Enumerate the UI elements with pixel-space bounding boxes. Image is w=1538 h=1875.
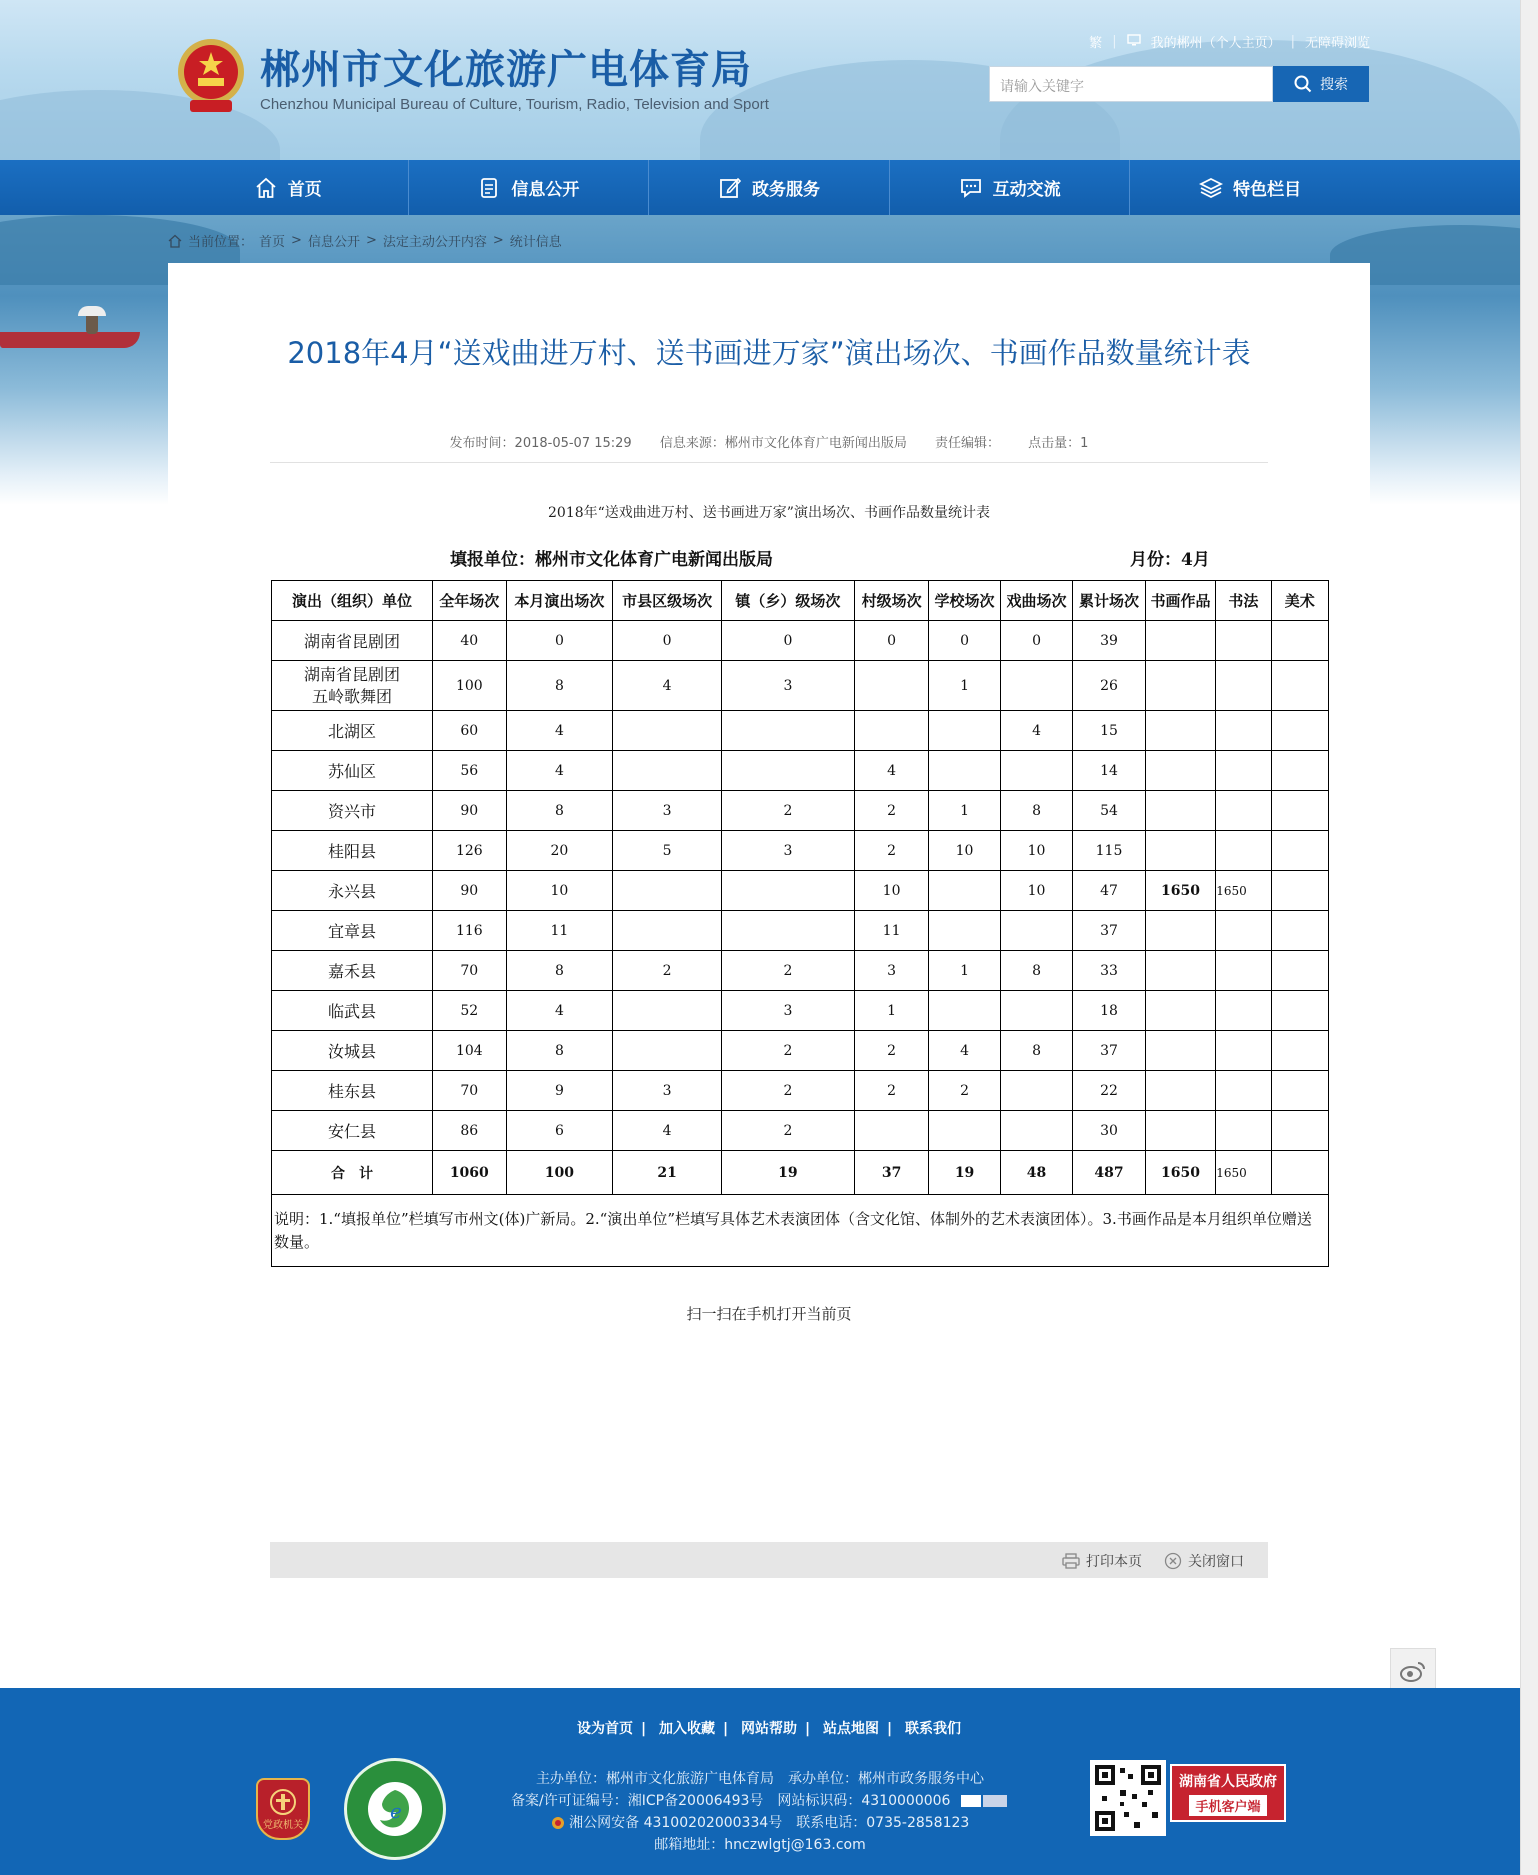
unit-name-cell: 嘉禾县 bbox=[272, 951, 433, 991]
value-cell: 8 bbox=[506, 791, 613, 831]
my-chenzhou-link[interactable]: 我的郴州（个人主页） bbox=[1150, 36, 1281, 51]
value-cell bbox=[854, 661, 928, 711]
close-window-button[interactable] bbox=[1164, 1551, 1244, 1571]
table-header-cell: 书画作品 bbox=[1145, 581, 1215, 621]
value-cell bbox=[1216, 621, 1271, 661]
value-cell bbox=[1000, 1111, 1072, 1151]
value-cell bbox=[1145, 951, 1215, 991]
value-cell: 37 bbox=[1073, 911, 1145, 951]
value-cell bbox=[1271, 621, 1328, 661]
value-cell bbox=[613, 991, 722, 1031]
hn-app-title: 湖南省人民政府 bbox=[1179, 1773, 1277, 1790]
value-cell bbox=[721, 871, 854, 911]
value-cell bbox=[1271, 711, 1328, 751]
table-row bbox=[272, 791, 1329, 831]
weibo-icon bbox=[1399, 1659, 1427, 1683]
value-cell: 2 bbox=[721, 1031, 854, 1071]
value-cell: 9 bbox=[506, 1071, 613, 1111]
close-label: 关闭窗口 bbox=[1188, 1554, 1244, 1570]
qr-code-icon bbox=[1090, 1760, 1166, 1836]
footer-link-favorite[interactable]: 加入收藏 bbox=[659, 1721, 715, 1737]
table-header-cell: 学校场次 bbox=[929, 581, 1000, 621]
table-header-cell: 戏曲场次 bbox=[1000, 581, 1072, 621]
click-count: 点击量：1 bbox=[1028, 436, 1089, 451]
fill-unit: 填报单位：郴州市文化体育广电新闻出版局 bbox=[450, 550, 773, 570]
breadcrumb-prefix: 当前位置： bbox=[188, 235, 254, 250]
value-cell: 1 bbox=[929, 791, 1000, 831]
value-cell: 33 bbox=[1073, 951, 1145, 991]
value-cell: 8 bbox=[506, 951, 613, 991]
publish-time: 发布时间：2018-05-07 15:29 bbox=[449, 436, 632, 451]
value-cell bbox=[613, 751, 722, 791]
nav-interaction-label: 互动交流 bbox=[992, 180, 1061, 200]
value-cell bbox=[929, 871, 1000, 911]
table-row bbox=[272, 911, 1329, 951]
value-cell bbox=[1145, 911, 1215, 951]
value-cell: 8 bbox=[1000, 1031, 1072, 1071]
boat-umbrella bbox=[78, 306, 106, 316]
value-cell: 8 bbox=[1000, 791, 1072, 831]
value-cell bbox=[854, 1111, 928, 1151]
breadcrumb-stats[interactable]: 统计信息 bbox=[509, 235, 562, 250]
value-cell bbox=[1216, 911, 1271, 951]
value-cell: 20 bbox=[506, 831, 613, 871]
value-cell bbox=[1271, 791, 1328, 831]
value-cell bbox=[613, 911, 722, 951]
value-cell: 2 bbox=[854, 1031, 928, 1071]
value-cell bbox=[1271, 991, 1328, 1031]
home-icon bbox=[254, 176, 278, 200]
value-cell bbox=[1216, 711, 1271, 751]
value-cell bbox=[721, 711, 854, 751]
value-cell bbox=[1271, 1071, 1328, 1111]
table-header-cell: 村级场次 bbox=[854, 581, 928, 621]
article-meta bbox=[270, 432, 1268, 451]
value-cell: 0 bbox=[1000, 621, 1072, 661]
national-emblem-icon bbox=[174, 34, 248, 118]
value-cell: 1650 bbox=[1145, 871, 1215, 911]
value-cell bbox=[1271, 751, 1328, 791]
footer-link-homepage[interactable]: 设为首页 bbox=[577, 1721, 633, 1737]
value-cell: 4 bbox=[506, 751, 613, 791]
nav-featured-label: 特色栏目 bbox=[1233, 180, 1302, 200]
close-icon bbox=[1164, 1552, 1182, 1570]
nav-featured[interactable] bbox=[1130, 160, 1370, 215]
total-value-cell bbox=[1271, 1151, 1328, 1195]
party-badge-label: 党政机关 bbox=[263, 1819, 303, 1831]
value-cell: 8 bbox=[506, 661, 613, 711]
table-total-row bbox=[272, 1151, 1329, 1195]
police-badge-icon bbox=[551, 1816, 565, 1830]
table-header-cell: 演出（组织）单位 bbox=[272, 581, 433, 621]
value-cell: 1 bbox=[929, 661, 1000, 711]
site-subtitle: Chenzhou Municipal Bureau of Culture, Tourism, Radio, Television and Sport bbox=[260, 96, 769, 113]
home-small-icon bbox=[168, 234, 182, 248]
footer-link-sitemap[interactable]: 站点地图 bbox=[823, 1721, 879, 1737]
value-cell bbox=[929, 991, 1000, 1031]
total-value-cell: 21 bbox=[613, 1151, 722, 1195]
value-cell bbox=[1145, 1031, 1215, 1071]
fill-month: 月份：4月 bbox=[1130, 550, 1210, 570]
table-note-row bbox=[272, 1195, 1329, 1267]
value-cell bbox=[1145, 621, 1215, 661]
value-cell: 100 bbox=[433, 661, 506, 711]
party-gov-badge[interactable] bbox=[256, 1778, 310, 1840]
value-cell bbox=[1271, 911, 1328, 951]
footer-host: 主办单位：郴州市文化旅游广电体育局 承办单位：郴州市政务服务中心 bbox=[536, 1771, 984, 1787]
value-cell: 90 bbox=[433, 791, 506, 831]
value-cell: 3 bbox=[721, 831, 854, 871]
value-cell: 2 bbox=[721, 951, 854, 991]
nav-gov-service[interactable] bbox=[649, 160, 890, 215]
svg-text:e: e bbox=[390, 1799, 402, 1823]
value-cell: 4 bbox=[929, 1031, 1000, 1071]
breadcrumb-info[interactable]: 信息公开 bbox=[307, 235, 360, 250]
value-cell: 10 bbox=[506, 871, 613, 911]
total-value-cell: 100 bbox=[506, 1151, 613, 1195]
value-cell: 56 bbox=[433, 751, 506, 791]
nav-home-label: 首页 bbox=[287, 180, 322, 200]
editor: 责任编辑： bbox=[935, 436, 1001, 451]
value-cell bbox=[1216, 791, 1271, 831]
main-nav bbox=[0, 160, 1538, 215]
unit-name-cell: 桂东县 bbox=[272, 1071, 433, 1111]
search-button-label: 搜索 bbox=[1320, 77, 1348, 93]
value-cell: 0 bbox=[506, 621, 613, 661]
unit-name-cell: 汝城县 bbox=[272, 1031, 433, 1071]
value-cell bbox=[1000, 751, 1072, 791]
unit-name-cell: 苏仙区 bbox=[272, 751, 433, 791]
hn-app-sub: 手机客户端 bbox=[1189, 1795, 1266, 1816]
article-toolbar bbox=[270, 1542, 1268, 1578]
article-title: 2018年4月“送戏曲进万村、送书画进万家”演出场次、书画作品数量统计表 bbox=[287, 336, 1251, 370]
unit-name-cell: 北湖区 bbox=[272, 711, 433, 751]
value-cell bbox=[1271, 951, 1328, 991]
value-cell: 86 bbox=[433, 1111, 506, 1151]
value-cell: 47 bbox=[1073, 871, 1145, 911]
value-cell: 11 bbox=[854, 911, 928, 951]
value-cell bbox=[1216, 831, 1271, 871]
value-cell: 90 bbox=[433, 871, 506, 911]
value-cell: 15 bbox=[1073, 711, 1145, 751]
value-cell: 2 bbox=[854, 831, 928, 871]
footer-icp: 备案/许可证编号：湘ICP备20006493号 网站标识码：4310000006 bbox=[480, 1790, 1040, 1812]
unit-name-cell: 资兴市 bbox=[272, 791, 433, 831]
value-cell: 8 bbox=[1000, 951, 1072, 991]
search-button[interactable] bbox=[1273, 66, 1369, 102]
table-row bbox=[272, 751, 1329, 791]
boat-image bbox=[0, 332, 140, 348]
table-row bbox=[272, 991, 1329, 1031]
value-cell: 3 bbox=[721, 661, 854, 711]
value-cell bbox=[1216, 751, 1271, 791]
stats-table bbox=[271, 580, 1329, 1267]
value-cell bbox=[1216, 661, 1271, 711]
value-cell: 4 bbox=[1000, 711, 1072, 751]
footer-links: 设为首页 | 加入收藏 | 网站帮助 | 站点地图 | 联系我们 bbox=[577, 1721, 961, 1737]
value-cell: 10 bbox=[1000, 831, 1072, 871]
value-cell: 6 bbox=[506, 1111, 613, 1151]
table-row bbox=[272, 1031, 1329, 1071]
nav-info-label: 信息公开 bbox=[511, 180, 580, 200]
value-cell bbox=[929, 711, 1000, 751]
search-input[interactable]: 请输入关键字 bbox=[989, 66, 1273, 102]
value-cell: 4 bbox=[854, 751, 928, 791]
table-header-cell: 全年场次 bbox=[433, 581, 506, 621]
table-row bbox=[272, 951, 1329, 991]
value-cell: 40 bbox=[433, 621, 506, 661]
value-cell: 1 bbox=[854, 991, 928, 1031]
unit-name-cell: 桂阳县 bbox=[272, 831, 433, 871]
value-cell bbox=[1000, 661, 1072, 711]
meta-divider bbox=[270, 462, 1268, 463]
value-cell bbox=[1145, 991, 1215, 1031]
value-cell: 4 bbox=[613, 661, 722, 711]
value-cell: 18 bbox=[1073, 991, 1145, 1031]
edit-icon bbox=[718, 176, 742, 200]
top-links: 繁 | 我的郴州（个人主页） | 无障碍浏览 bbox=[1089, 34, 1370, 51]
unit-name-cell: 湖南省昆剧团 bbox=[272, 621, 433, 661]
value-cell bbox=[1216, 991, 1271, 1031]
value-cell bbox=[929, 1111, 1000, 1151]
value-cell bbox=[1271, 871, 1328, 911]
value-cell bbox=[929, 911, 1000, 951]
value-cell bbox=[1145, 831, 1215, 871]
table-row bbox=[272, 621, 1329, 661]
value-cell bbox=[1000, 911, 1072, 951]
value-cell: 2 bbox=[721, 791, 854, 831]
value-cell: 60 bbox=[433, 711, 506, 751]
unit-name-cell: 安仁县 bbox=[272, 1111, 433, 1151]
value-cell: 1 bbox=[929, 951, 1000, 991]
printer-icon bbox=[1062, 1553, 1080, 1569]
accessible-browse-link[interactable]: 无障碍浏览 bbox=[1304, 36, 1370, 51]
value-cell: 14 bbox=[1073, 751, 1145, 791]
value-cell: 0 bbox=[854, 621, 928, 661]
value-cell: 37 bbox=[1073, 1031, 1145, 1071]
traditional-chinese-link[interactable]: 繁 bbox=[1089, 36, 1103, 51]
value-cell bbox=[613, 871, 722, 911]
value-cell: 70 bbox=[433, 1071, 506, 1111]
total-value-cell: 1650 bbox=[1145, 1151, 1215, 1195]
value-cell bbox=[1271, 1111, 1328, 1151]
value-cell: 22 bbox=[1073, 1071, 1145, 1111]
footer-link-help[interactable]: 网站帮助 bbox=[741, 1721, 797, 1737]
value-cell bbox=[1145, 1071, 1215, 1111]
value-cell bbox=[1216, 951, 1271, 991]
value-cell: 1650 bbox=[1216, 871, 1271, 911]
value-cell bbox=[854, 711, 928, 751]
leaf-e-icon bbox=[366, 1780, 424, 1838]
value-cell: 10 bbox=[1000, 871, 1072, 911]
value-cell: 11 bbox=[506, 911, 613, 951]
value-cell: 30 bbox=[1073, 1111, 1145, 1151]
scrollbar[interactable] bbox=[1520, 0, 1538, 1875]
value-cell: 2 bbox=[854, 791, 928, 831]
footer-link-contact[interactable]: 联系我们 bbox=[905, 1721, 961, 1737]
value-cell: 3 bbox=[613, 1071, 722, 1111]
value-cell bbox=[721, 751, 854, 791]
info-source: 信息来源：郴州市文化体育广电新闻出版局 bbox=[659, 436, 907, 451]
print-label: 打印本页 bbox=[1086, 1554, 1142, 1570]
unit-name-cell: 宜章县 bbox=[272, 911, 433, 951]
value-cell: 2 bbox=[721, 1071, 854, 1111]
value-cell: 104 bbox=[433, 1031, 506, 1071]
total-label-cell: 合 计 bbox=[272, 1151, 433, 1195]
value-cell: 2 bbox=[721, 1111, 854, 1151]
footer-email: 邮箱地址：hnczwlgtj@163.com bbox=[654, 1837, 866, 1853]
value-cell: 10 bbox=[854, 871, 928, 911]
table-header-cell: 累计场次 bbox=[1073, 581, 1145, 621]
table-row bbox=[272, 711, 1329, 751]
value-cell bbox=[1145, 1111, 1215, 1151]
unit-name-cell: 湖南省昆剧团 五岭歌舞团 bbox=[272, 661, 433, 711]
civilized-city-badge[interactable] bbox=[344, 1758, 446, 1860]
unit-name-cell: 永兴县 bbox=[272, 871, 433, 911]
document-icon bbox=[477, 176, 501, 200]
value-cell: 3 bbox=[721, 991, 854, 1031]
unit-name-cell: 临武县 bbox=[272, 991, 433, 1031]
table-header-cell: 市县区级场次 bbox=[613, 581, 722, 621]
value-cell: 2 bbox=[854, 1071, 928, 1111]
doc-title: 2018年“送戏曲进万村、送书画进万家”演出场次、书画作品数量统计表 bbox=[548, 505, 990, 521]
table-row bbox=[272, 1111, 1329, 1151]
table-header-cell: 美术 bbox=[1271, 581, 1328, 621]
value-cell: 3 bbox=[613, 791, 722, 831]
value-cell bbox=[1216, 1111, 1271, 1151]
value-cell: 115 bbox=[1073, 831, 1145, 871]
breadcrumb-home[interactable]: 首页 bbox=[259, 235, 286, 250]
value-cell bbox=[1145, 661, 1215, 711]
chat-icon bbox=[959, 176, 983, 200]
party-emblem-icon bbox=[269, 1788, 297, 1816]
value-cell bbox=[1145, 791, 1215, 831]
value-cell bbox=[1145, 711, 1215, 751]
search-icon bbox=[1294, 75, 1312, 93]
value-cell: 26 bbox=[1073, 661, 1145, 711]
value-cell bbox=[1145, 751, 1215, 791]
nav-info-disclosure[interactable] bbox=[409, 160, 650, 215]
value-cell: 52 bbox=[433, 991, 506, 1031]
print-button[interactable] bbox=[1062, 1551, 1142, 1571]
total-value-cell: 37 bbox=[854, 1151, 928, 1195]
value-cell bbox=[1000, 991, 1072, 1031]
table-header-cell: 本月演出场次 bbox=[506, 581, 613, 621]
table-header-cell: 书法 bbox=[1216, 581, 1271, 621]
total-value-cell: 1650 bbox=[1216, 1151, 1271, 1195]
value-cell: 5 bbox=[613, 831, 722, 871]
footer bbox=[0, 1688, 1520, 1875]
total-value-cell: 487 bbox=[1073, 1151, 1145, 1195]
hunan-gov-app-badge[interactable] bbox=[1170, 1764, 1286, 1822]
value-cell: 4 bbox=[506, 711, 613, 751]
nav-interaction[interactable] bbox=[890, 160, 1131, 215]
footer-police: 湘公网安备 43100202000334号 联系电话：0735-2858123 bbox=[480, 1812, 1040, 1834]
value-cell: 0 bbox=[929, 621, 1000, 661]
value-cell: 4 bbox=[506, 991, 613, 1031]
total-value-cell: 19 bbox=[721, 1151, 854, 1195]
value-cell: 39 bbox=[1073, 621, 1145, 661]
value-cell: 10 bbox=[929, 831, 1000, 871]
value-cell: 4 bbox=[613, 1111, 722, 1151]
nav-gov-label: 政务服务 bbox=[751, 180, 820, 200]
cnzz-icon bbox=[961, 1794, 1009, 1808]
table-note: 说明：1.“填报单位”栏填写市州文(体)广新局。2.“演出单位”栏填写具体艺术表演团体（含文化馆、体制外的艺术表演团体）。3.书画作品是本月组织单位赠送数量。 bbox=[272, 1195, 1329, 1267]
value-cell bbox=[1216, 1031, 1271, 1071]
value-cell: 8 bbox=[506, 1031, 613, 1071]
value-cell bbox=[721, 911, 854, 951]
value-cell bbox=[1000, 1071, 1072, 1111]
table-row bbox=[272, 831, 1329, 871]
value-cell: 0 bbox=[721, 621, 854, 661]
value-cell: 2 bbox=[613, 951, 722, 991]
breadcrumb: 当前位置： 首页 > 信息公开 > 法定主动公开内容 > 统计信息 bbox=[168, 231, 562, 250]
value-cell: 0 bbox=[613, 621, 722, 661]
total-value-cell: 1060 bbox=[433, 1151, 506, 1195]
table-header-cell: 镇（乡）级场次 bbox=[721, 581, 854, 621]
value-cell: 126 bbox=[433, 831, 506, 871]
value-cell: 2 bbox=[929, 1071, 1000, 1111]
value-cell bbox=[929, 751, 1000, 791]
breadcrumb-legal[interactable]: 法定主动公开内容 bbox=[382, 235, 487, 250]
value-cell: 70 bbox=[433, 951, 506, 991]
value-cell: 116 bbox=[433, 911, 506, 951]
monitor-icon bbox=[1127, 34, 1141, 50]
value-cell bbox=[1271, 661, 1328, 711]
value-cell: 54 bbox=[1073, 791, 1145, 831]
value-cell bbox=[1271, 1031, 1328, 1071]
layers-icon bbox=[1199, 176, 1223, 200]
total-value-cell: 19 bbox=[929, 1151, 1000, 1195]
site-title: 郴州市文化旅游广电体育局 bbox=[260, 47, 752, 93]
value-cell bbox=[1216, 1071, 1271, 1111]
scan-qr-hint: 扫一扫在手机打开当前页 bbox=[686, 1305, 852, 1323]
table-row bbox=[272, 661, 1329, 711]
table-header-row bbox=[272, 581, 1329, 621]
value-cell bbox=[1271, 831, 1328, 871]
table-row bbox=[272, 871, 1329, 911]
footer-info bbox=[480, 1768, 1040, 1856]
table-row bbox=[272, 1071, 1329, 1111]
value-cell bbox=[613, 1031, 722, 1071]
nav-home[interactable] bbox=[168, 160, 409, 215]
total-value-cell: 48 bbox=[1000, 1151, 1072, 1195]
value-cell: 3 bbox=[854, 951, 928, 991]
value-cell bbox=[613, 711, 722, 751]
